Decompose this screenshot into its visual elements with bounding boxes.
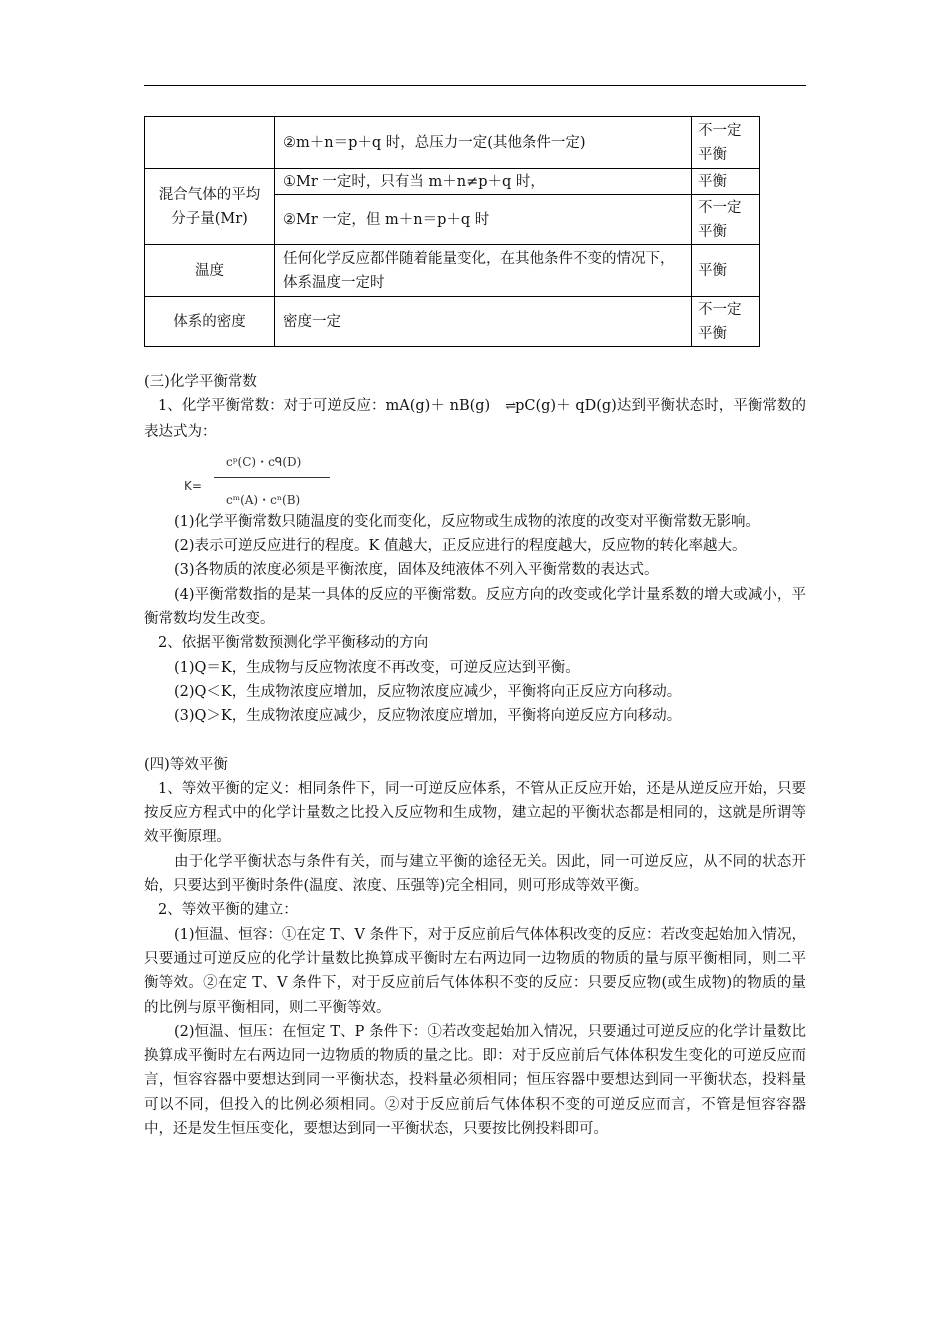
table-cell: 平衡 [692, 169, 760, 195]
paragraph: (2)恒温、恒压：在恒定 T、P 条件下：①若改变起始加入情况，只要通过可逆反应的化学计量数比换算成平衡时左右两边同一边物质的物质的量之比。即：对于反应前后气体体积发生变化的可逆反应而言，恒容容器中要想达到同一平衡状态，投料量必须相同；恒压容器中要想达到同一平衡状态，投料量可以不同，但投入的比例必须相同。②对于反应前后气体体积不变的可逆反应而言，不管是恒容容器中，还是发生恒压变化，要想达到同一平衡状态，只要按比例投料即可。 [144, 1023, 806, 1138]
formula-denominator: cᵐ(A)・cⁿ(B) [226, 492, 301, 507]
spacer [144, 729, 806, 753]
list-item: (3)各物质的浓度必须是平衡浓度，固体及纯液体不列入平衡常数的表达式。 [174, 562, 659, 579]
paragraph: 2、依据平衡常数预测化学平衡移动的方向 [158, 635, 429, 652]
paragraph: 2、等效平衡的建立： [158, 902, 298, 919]
table-cell: ②Mr 一定，但 m＋n＝p＋q 时 [275, 195, 692, 245]
paragraph: 1、等效平衡的定义：相同条件下，同一可逆反应体系，不管从正反应开始，还是从逆反应开始，只要按反应方程式中的化学计量数之比投入反应物和生成物，建立起的平衡状态都是相同的，这就是所谓等效平衡原理。 [144, 780, 806, 846]
table-row [145, 245, 760, 297]
table-row [145, 297, 760, 347]
table-cell: ②m＋n＝p＋q 时，总压力一定(其他条件一定) [275, 117, 692, 169]
equilibrium-criteria-table [144, 116, 760, 347]
list-item: (2)表示可逆反应进行的程度。K 值越大，正反应进行的程度越大，反应物的转化率越大。 [174, 538, 747, 555]
list-item: (3)Q＞K，生成物浓度应减少，反应物浓度应增加，平衡将向逆反应方向移动。 [174, 708, 682, 725]
table-cell: 任何化学反应都伴随着能量变化，在其他条件不变的情况下，体系温度一定时 [275, 245, 692, 297]
document-body [144, 370, 806, 1141]
table-cell: ①Mr 一定时，只有当 m＋n≠p＋q 时， [275, 169, 692, 195]
section-title: (三)化学平衡常数 [144, 374, 257, 390]
paragraph-text: 1、化学平衡常数：对于可逆反应：mA(g)＋ nB(g) [158, 398, 491, 415]
table-row [145, 169, 760, 195]
reversible-arrow-icon: ⇌ [505, 399, 515, 415]
table-cell: 密度一定 [275, 297, 692, 347]
formula-k: K= [184, 478, 202, 493]
fraction-bar [214, 477, 330, 478]
formula-numerator: cᵖ(C)・cᑫ(D) [226, 454, 302, 469]
table-cell: 温度 [145, 245, 275, 297]
table-cell: 不一定平衡 [692, 117, 760, 169]
table-row [145, 117, 760, 169]
equilibrium-constant-formula [144, 444, 806, 510]
paragraph [144, 394, 806, 444]
table-cell: 体系的密度 [145, 297, 275, 347]
list-item: (4)平衡常数指的是某一具体的反应的平衡常数。反应方向的改变或化学计量系数的增大或减小，平衡常数均发生改变。 [144, 586, 806, 628]
table-cell: 平衡 [692, 245, 760, 297]
list-item: (2)Q＜K，生成物浓度应增加，反应物浓度应减少，平衡将向正反应方向移动。 [174, 683, 682, 700]
list-item: (1)Q＝K，生成物与反应物浓度不再改变，可逆反应达到平衡。 [174, 659, 580, 676]
table-cell: 不一定平衡 [692, 297, 760, 347]
paragraph: 由于化学平衡状态与条件有关，而与建立平衡的途径无关。因此，同一可逆反应，从不同的状态开始，只要达到平衡时条件(温度、浓度、压强等)完全相同，则可形成等效平衡。 [144, 853, 806, 895]
header-rule [144, 85, 806, 86]
table-cell [145, 117, 275, 169]
section-title: (四)等效平衡 [144, 756, 228, 773]
list-item: (1)化学平衡常数只随温度的变化而变化，反应物或生成物的浓度的改变对平衡常数无影响。 [174, 513, 761, 530]
table-cell: 混合气体的平均分子量(Mr) [145, 169, 275, 245]
table-cell: 不一定平衡 [692, 195, 760, 245]
paragraph-text: pC(g)＋ qD(g)达到平衡状态时，平衡常数的表达式为： [144, 398, 806, 440]
paragraph: (1)恒温、恒容：①在定 T、V 条件下，对于反应前后气体体积改变的反应：若改变起始加入情况，只要通过可逆反应的化学计量数比换算成平衡时左右两边同一边物质的物质的量与原平衡相同，则二平衡等效。②在定 T、V 条件下，对于反应前后气体体积不变的反应：只要反应物(或生成物)的物质的量的比例与原平衡相同，则二平衡等效。 [144, 926, 806, 1016]
